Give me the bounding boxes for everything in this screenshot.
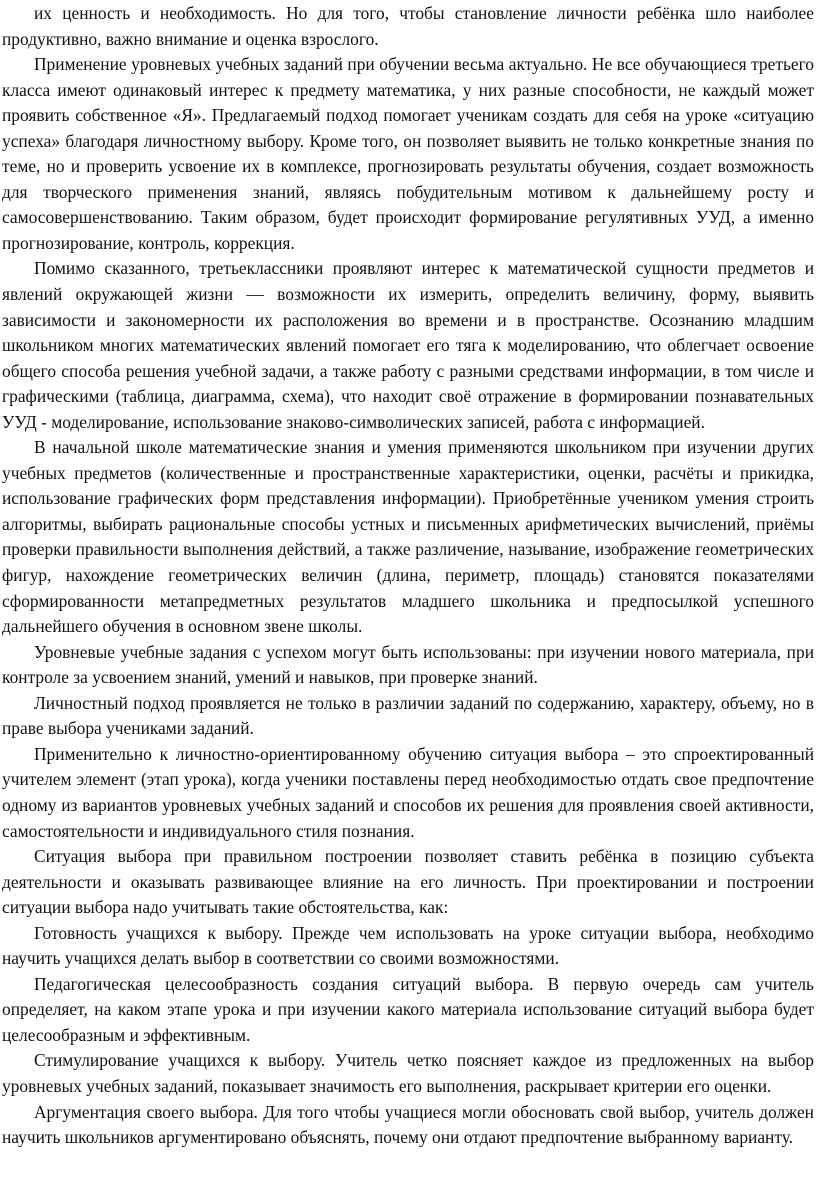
paragraph-primary-school-math-skills: В начальной школе математические знания и умения применяются школьником при изучении других учебных предметов (количественные и пространственные характеристики, оценки, расчёты и прикидка, использование графических форм представления информации). Приобретённые учеником умения строить алгоритмы, выбирать рациональные способы устных и письменных арифметических вычислений, приёмы проверки правильности выполнения действий, а также различение, называние, изображение геометрических фигур, нахождение геометрических величин (длина, периметр, площадь) становятся показателями сформированности метапредметных результатов младшего школьника и предпосылкой успешного дальнейшего обучения в основном звене школы. [2, 437, 814, 637]
paragraph-level-tasks-relevance: Применение уровневых учебных заданий при обучении весьма актуально. Не все обучающиеся третьего класса имеют одинаковый интерес к предмету математика, у них разные способности, не каждый может проявить собственное «Я». Предлагаемый подход помогает ученикам создать для себя на уроке «ситуацию успеха» благодаря личностному выбору. Кроме того, он позволяет выявить не только конкретные знания по теме, но и проверить усвоение их в комплексе, прогнозировать результаты обучения, создает возможность для творческого применения знаний, являясь побудительным мотивом к дальнейшему росту и самосовершенствованию. Таким образом, будет происходит формирование регулятивных УУД, а именно прогнозирование, контроль, коррекция. [2, 54, 814, 253]
paragraph-pedagogical-expediency: Педагогическая целесообразность создания ситуаций выбора. В первую очередь сам учитель определяет, на каком этапе урока и при изучении какого материала использование ситуаций выбора будет целесообразным и эффективным. [2, 973, 814, 1045]
paragraph-choice-situation-design: Ситуация выбора при правильном построении позволяет ставить ребёнка в позицию субъекта деятельности и оказывать развивающее влияние на его личность. При проектировании и построении ситуации выбора надо учитывать такие обстоятельства, как: [2, 846, 814, 918]
paragraph-argumentation-of-choice: Аргументация своего выбора. Для того чтобы учащиеся могли обосновать свой выбор, учитель должен научить школьников аргументировано объяснять, почему они отдают предпочтение выбранному варианту. [2, 1101, 814, 1148]
paragraph-personal-approach: Личностный подход проявляется не только в различии заданий по содержанию, характеру, объему, но в праве выбора учениками заданий. [2, 692, 814, 739]
paragraph-stimulating-choice: Стимулирование учащихся к выбору. Учитель четко поясняет каждое из предложенных на выбор уровневых учебных заданий, показывает значимость его выполнения, раскрывает критерии его оценки. [2, 1050, 814, 1096]
paragraph-choice-situation-definition: Применительно к личностно-ориентированному обучению ситуация выбора – это спроектированный учителем элемент (этап урока), когда ученики поставлены перед необходимостью отдать свое предпочтение одному из вариантов уровневых учебных заданий и способов их решения для проявления своей активности, самостоятельности и индивидуального стиля познания. [2, 743, 814, 841]
paragraph-readiness-to-choose: Готовность учащихся к выбору. Прежде чем использовать на уроке ситуации выбора, необходимо научить учащихся делать выбор в соответствии со своими возможностями. [2, 922, 814, 969]
paragraph-math-essence-interest: Помимо сказанного, третьеклассники проявляют интерес к математической сущности предметов и явлений окружающей жизни — возможности их измерить, определить величину, форму, выявить зависимости и закономерности их расположения во времени и в пространстве. Осознанию младшим школьником многих математических явлений помогает его тяга к моделированию, что облегчает освоение общего способа решения учебной задачи, а также работу с разными средствами информации, в том числе и графическими (таблица, диаграмма, схема), что находит своё отражение в формировании познавательных УУД - моделирование, использование знаково-символических записей, работа с информацией. [2, 258, 814, 432]
paragraph-level-tasks-usage: Уровневые учебные задания с успехом могут быть использованы: при изучении нового материала, при контроле за усвоением знаний, умений и навыков, при проверке знаний. [2, 641, 814, 688]
paragraph-value-of-adult-attention: их ценность и необходимость. Но для того, чтобы становление личности ребёнка шло наиболее продуктивно, важно внимание и оценка взрослого. [2, 3, 814, 49]
